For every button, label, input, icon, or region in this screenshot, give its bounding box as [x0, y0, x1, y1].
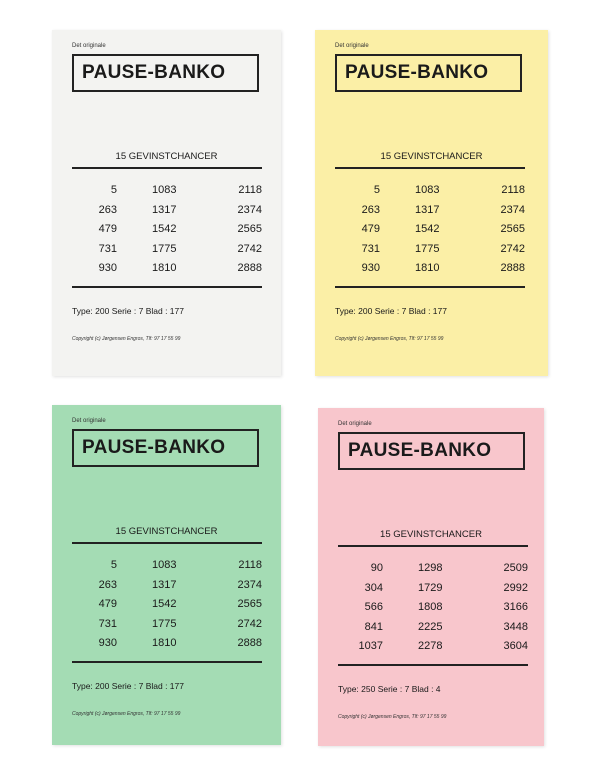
- number-cell: 263: [98, 203, 117, 216]
- number-cell: 3604: [503, 640, 528, 652]
- number-cell: 1810: [152, 262, 177, 274]
- number-grid: [343, 562, 528, 660]
- number-cell: 1775: [152, 617, 177, 630]
- number-cell: 5: [110, 559, 117, 571]
- number-cell: 2118: [501, 184, 525, 196]
- number-cell: 479: [98, 223, 117, 235]
- number-row: [77, 637, 262, 657]
- bingo-card-yellow: [315, 30, 548, 376]
- number-cell: 1542: [152, 598, 177, 610]
- number-cell: 731: [361, 242, 380, 255]
- number-row: [340, 243, 525, 263]
- divider-bottom: [338, 664, 528, 666]
- number-cell: 2374: [500, 203, 525, 216]
- chances-label: 15 GEVINSTCHANCER: [380, 529, 482, 540]
- number-row: [77, 204, 262, 224]
- number-cell: 2509: [503, 562, 528, 574]
- number-cell: 2992: [503, 581, 528, 594]
- number-cell: 1317: [152, 578, 177, 591]
- copyright-text: Copyright (c) Jørgensen Engros, Tlf: 97 17 55 99: [72, 336, 181, 342]
- number-cell: 3448: [503, 620, 528, 633]
- number-row: [340, 204, 525, 224]
- number-cell: 2888: [500, 262, 525, 274]
- chances-label: 15 GEVINSTCHANCER: [115, 526, 218, 537]
- number-cell: 1083: [415, 184, 440, 196]
- copyright-text: Copyright (c) Jørgensen Engros, Tlf: 97 17 55 99: [335, 336, 444, 342]
- number-cell: 566: [364, 601, 383, 613]
- number-cell: 1298: [418, 562, 443, 574]
- card-title: PAUSE-BANKO: [338, 432, 525, 470]
- number-cell: 1775: [415, 242, 440, 255]
- number-row: [343, 640, 528, 660]
- number-cell: 2374: [237, 578, 262, 591]
- number-row: [343, 562, 528, 582]
- small-label: Det originale: [338, 421, 372, 427]
- number-cell: 2742: [500, 242, 525, 255]
- number-cell: 2225: [418, 620, 443, 633]
- number-row: [77, 598, 262, 618]
- number-cell: 1729: [418, 581, 443, 594]
- chances-label: 15 GEVINSTCHANCER: [115, 151, 218, 162]
- divider-bottom: [72, 286, 262, 288]
- number-cell: 5: [373, 184, 380, 196]
- small-label: Det originale: [335, 43, 369, 49]
- divider-bottom: [335, 286, 525, 288]
- number-cell: 479: [98, 598, 117, 610]
- number-row: [340, 262, 525, 282]
- copyright-text: Copyright (c) Jørgensen Engros, Tlf: 97 17 55 99: [338, 714, 447, 720]
- number-row: [340, 184, 525, 204]
- number-cell: 1317: [415, 203, 440, 216]
- divider-top: [338, 545, 528, 547]
- number-cell: 1775: [152, 242, 177, 255]
- number-cell: 90: [370, 562, 383, 574]
- number-cell: 304: [364, 581, 383, 594]
- number-cell: 3166: [503, 601, 528, 613]
- chances-label: 15 GEVINSTCHANCER: [380, 151, 483, 162]
- number-row: [77, 618, 262, 638]
- number-cell: 1542: [415, 223, 440, 235]
- card-title: PAUSE-BANKO: [72, 54, 259, 92]
- bingo-card-white: [52, 30, 281, 376]
- number-cell: 930: [361, 262, 380, 274]
- number-cell: 1808: [418, 601, 443, 613]
- number-cell: 479: [361, 223, 380, 235]
- small-label: Det originale: [72, 43, 106, 49]
- number-row: [77, 559, 262, 579]
- number-cell: 2565: [237, 223, 262, 235]
- number-cell: 1317: [152, 203, 177, 216]
- number-cell: 2278: [418, 640, 443, 652]
- number-cell: 1810: [152, 637, 177, 649]
- number-grid: [340, 184, 525, 282]
- number-row: [343, 601, 528, 621]
- card-title: PAUSE-BANKO: [335, 54, 522, 92]
- number-cell: 1542: [152, 223, 177, 235]
- divider-top: [72, 167, 262, 169]
- number-cell: 263: [98, 578, 117, 591]
- number-cell: 2888: [237, 262, 262, 274]
- copyright-text: Copyright (c) Jørgensen Engros, Tlf: 97 17 55 99: [72, 711, 181, 717]
- serial-info: Type: 200 Serie : 7 Blad : 177: [72, 306, 184, 316]
- number-cell: 2118: [238, 184, 262, 196]
- number-cell: 5: [110, 184, 117, 196]
- number-row: [77, 579, 262, 599]
- serial-info: Type: 250 Serie : 7 Blad : 4: [338, 684, 441, 694]
- number-cell: 930: [98, 637, 117, 649]
- divider-top: [72, 542, 262, 544]
- divider-top: [335, 167, 525, 169]
- number-cell: 1810: [415, 262, 440, 274]
- small-label: Det originale: [72, 418, 106, 424]
- number-grid: [77, 559, 262, 657]
- number-cell: 2742: [237, 242, 262, 255]
- number-row: [343, 621, 528, 641]
- bingo-card-pink: [318, 408, 544, 746]
- number-row: [77, 223, 262, 243]
- divider-bottom: [72, 661, 262, 663]
- number-cell: 1083: [152, 559, 177, 571]
- number-cell: 2374: [237, 203, 262, 216]
- number-row: [77, 262, 262, 282]
- number-cell: 841: [364, 620, 383, 633]
- bingo-card-green: [52, 405, 281, 745]
- number-row: [77, 184, 262, 204]
- serial-info: Type: 200 Serie : 7 Blad : 177: [335, 306, 447, 316]
- number-row: [343, 582, 528, 602]
- number-cell: 2565: [500, 223, 525, 235]
- number-cell: 2118: [238, 559, 262, 571]
- serial-info: Type: 200 Serie : 7 Blad : 177: [72, 681, 184, 691]
- number-cell: 2742: [237, 617, 262, 630]
- number-cell: 930: [98, 262, 117, 274]
- number-row: [77, 243, 262, 263]
- number-cell: 1083: [152, 184, 177, 196]
- card-title: PAUSE-BANKO: [72, 429, 259, 467]
- number-cell: 263: [361, 203, 380, 216]
- number-cell: 731: [98, 242, 117, 255]
- number-cell: 1037: [358, 640, 383, 652]
- number-row: [340, 223, 525, 243]
- number-cell: 2888: [237, 637, 262, 649]
- number-cell: 2565: [237, 598, 262, 610]
- number-cell: 731: [98, 617, 117, 630]
- number-grid: [77, 184, 262, 282]
